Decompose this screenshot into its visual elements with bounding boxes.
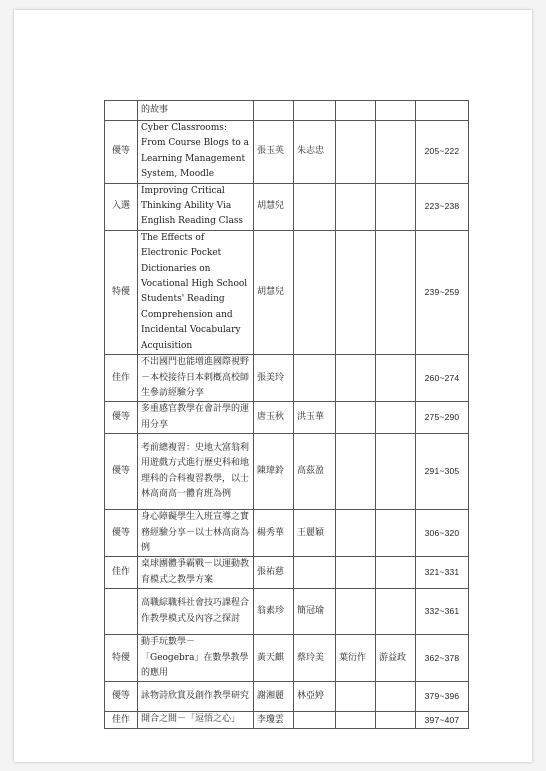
author-cell (376, 402, 416, 434)
award-category-cell: 優等 (105, 510, 138, 557)
table-row (105, 557, 469, 589)
author-cell: 王麗穎 (294, 510, 336, 557)
page-range-cell: 379~396 (416, 682, 469, 712)
award-category-cell: 佳作 (105, 557, 138, 589)
author-cell (376, 183, 416, 230)
table-row (105, 230, 469, 354)
table-row (105, 434, 469, 510)
table-row (105, 183, 469, 230)
award-category-cell: 特優 (105, 635, 138, 682)
author-cell (376, 510, 416, 557)
author-cell: 簡冠瑜 (294, 589, 336, 635)
author-cell: 洪玉華 (294, 402, 336, 434)
page-range-cell: 239~259 (416, 230, 469, 354)
paper-title-cell: Cyber Classrooms: From Course Blogs to a Learning Management System, Moodle (138, 121, 254, 184)
author-cell (294, 557, 336, 589)
author-cell (376, 355, 416, 402)
page-range-cell: 291~305 (416, 434, 469, 510)
award-category-cell: 優等 (105, 402, 138, 434)
paper-title-cell: 高職綜職科社會技巧課程合作教學模式及內容之探討 (138, 589, 254, 635)
table-row (105, 510, 469, 557)
award-category-cell (105, 101, 138, 121)
award-category-cell: 優等 (105, 121, 138, 184)
author-cell: 楊秀華 (254, 510, 294, 557)
author-cell (376, 101, 416, 121)
page-range-cell: 332~361 (416, 589, 469, 635)
author-cell (294, 230, 336, 354)
author-cell (376, 434, 416, 510)
page-range-cell: 223~238 (416, 183, 469, 230)
author-cell: 高茲盈 (294, 434, 336, 510)
author-cell (376, 230, 416, 354)
author-cell: 林亞婷 (294, 682, 336, 712)
paper-title-cell: 考前總複習：史地大富翁利用遊戲方式進行歷史科和地理科的合科複習教學，以士林高商高一體育班為例 (138, 434, 254, 510)
author-cell (336, 434, 376, 510)
paper-title-cell: Improving Critical Thinking Ability Via English Reading Class (138, 183, 254, 230)
author-cell: 黃天麒 (254, 635, 294, 682)
award-category-cell: 優等 (105, 434, 138, 510)
author-cell (294, 101, 336, 121)
author-cell (336, 682, 376, 712)
paper-title-cell: The Effects of Electronic Pocket Dictionaries on Vocational High School Students' Reading Comprehension and Incidental Vocabulary Acquisition (138, 230, 254, 354)
author-cell (294, 183, 336, 230)
page-range-cell: 205~222 (416, 121, 469, 184)
table-row (105, 355, 469, 402)
table-row (105, 635, 469, 682)
author-cell: 唐玉秋 (254, 402, 294, 434)
table-row (105, 101, 469, 121)
paper-title-cell: 多重感官教學在會計學的運用分享 (138, 402, 254, 434)
table-row (105, 712, 469, 728)
award-category-cell: 優等 (105, 682, 138, 712)
paper-title-cell: 的故事 (138, 101, 254, 121)
author-cell: 陳瑋鈴 (254, 434, 294, 510)
paper-title-cell: 開合之間－「逗悟之心」 (138, 712, 254, 728)
author-cell: 胡慧兒 (254, 230, 294, 354)
table-row (105, 589, 469, 635)
author-cell: 李瓊雲 (254, 712, 294, 728)
author-cell: 胡慧兒 (254, 183, 294, 230)
author-cell: 張祐慈 (254, 557, 294, 589)
paper-title-cell: 動手玩數學－「Geogebra」在數學教學的應用 (138, 635, 254, 682)
author-cell: 游益政 (376, 635, 416, 682)
page-range-cell: 397~407 (416, 712, 469, 728)
author-cell (254, 101, 294, 121)
author-cell (336, 355, 376, 402)
author-cell (336, 557, 376, 589)
page-range-cell: 362~378 (416, 635, 469, 682)
page-range-cell: 275~290 (416, 402, 469, 434)
author-cell: 朱志忠 (294, 121, 336, 184)
author-cell (336, 230, 376, 354)
author-cell (294, 712, 336, 728)
author-cell (376, 557, 416, 589)
awards-table (104, 100, 469, 729)
award-category-cell (105, 589, 138, 635)
author-cell (376, 589, 416, 635)
author-cell (336, 712, 376, 728)
table-row (105, 682, 469, 712)
paper-title-cell: 不出國門也能增進國際視野－本校接待日本剌槪高校師生參訪經驗分享 (138, 355, 254, 402)
author-cell: 翁素珍 (254, 589, 294, 635)
author-cell: 葉衍作 (336, 635, 376, 682)
author-cell: 張美玲 (254, 355, 294, 402)
table-row (105, 402, 469, 434)
award-category-cell: 入選 (105, 183, 138, 230)
author-cell (294, 355, 336, 402)
author-cell (376, 682, 416, 712)
author-cell (376, 121, 416, 184)
author-cell: 謝湘麗 (254, 682, 294, 712)
author-cell (336, 402, 376, 434)
page-range-cell: 306~320 (416, 510, 469, 557)
author-cell (336, 589, 376, 635)
award-category-cell: 佳作 (105, 712, 138, 728)
author-cell (336, 183, 376, 230)
author-cell (376, 712, 416, 728)
paper-title-cell: 桌球團體爭霸戰－以運動教育模式之教學方案 (138, 557, 254, 589)
award-category-cell: 佳作 (105, 355, 138, 402)
page-range-cell (416, 101, 469, 121)
paper-title-cell: 身心障礙學生入班宣導之實務經驗分享－以士林高商為例 (138, 510, 254, 557)
paper-title-cell: 詠物詩欣賞及創作教學研究 (138, 682, 254, 712)
page-range-cell: 321~331 (416, 557, 469, 589)
page-range-cell: 260~274 (416, 355, 469, 402)
author-cell (336, 510, 376, 557)
author-cell (336, 101, 376, 121)
author-cell (336, 121, 376, 184)
author-cell: 蔡玲美 (294, 635, 336, 682)
award-category-cell: 特優 (105, 230, 138, 354)
author-cell: 張玉英 (254, 121, 294, 184)
table-row (105, 121, 469, 184)
